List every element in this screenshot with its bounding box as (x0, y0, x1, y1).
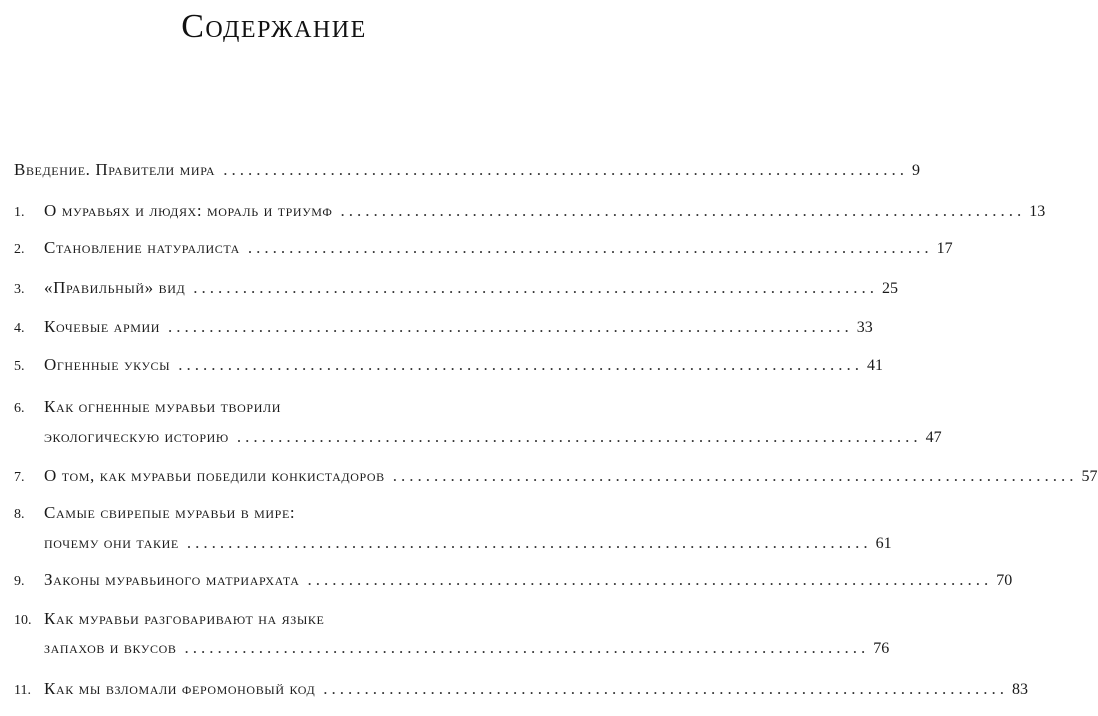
toc-entry-10[interactable] (14, 609, 540, 633)
dot-leader: ................................................................................... (184, 638, 870, 657)
toc-page-number: 25 (882, 280, 899, 297)
toc-page-number: 76 (873, 640, 890, 657)
toc-entry-title: Как мы взломали феромоновый код (44, 679, 316, 698)
toc-entry-title: Огненные укусы (44, 355, 171, 374)
toc-chapter-number: 8. (14, 507, 25, 522)
toc-chapter-number: 5. (14, 359, 25, 374)
toc-entry-title: О том, как муравьи победили конкистадоров (44, 466, 385, 485)
toc-entry-3[interactable] (14, 278, 899, 302)
toc-entry-10-continuation[interactable] (44, 638, 890, 662)
toc-entry-title: Как муравьи разговаривают на языке (44, 609, 325, 628)
toc-page-number: 9 (911, 162, 920, 179)
toc-entry-2[interactable] (14, 238, 953, 262)
dot-leader: ................................................................................... (223, 160, 908, 179)
toc-chapter-number: 7. (14, 470, 25, 485)
toc-page-number: 41 (866, 357, 883, 374)
dot-leader: ................................................................................... (247, 238, 933, 257)
toc-entry-title: «Правильный» вид (44, 278, 186, 297)
toc-entry-8-continuation[interactable] (44, 533, 892, 557)
toc-page-number: 70 (996, 572, 1013, 589)
dot-leader: ................................................................................... (178, 355, 863, 374)
toc-entry-title: Самые свирепые муравьи в мире: (44, 503, 296, 522)
toc-page-number: 33 (856, 319, 873, 336)
toc-entry-title: О муравьях и людях: мораль и триумф (44, 201, 333, 220)
toc-entry-5[interactable] (14, 355, 883, 379)
toc-entry-introduction[interactable] (14, 160, 920, 184)
dot-leader: ................................................................................... (168, 317, 853, 336)
toc-entry-6-continuation[interactable] (44, 427, 942, 451)
toc-page-number: 57 (1081, 468, 1098, 485)
toc-entry-title-continuation: запахов и вкусов (44, 638, 177, 657)
toc-entry-title: Законы муравьиного матриархата (44, 570, 300, 589)
toc-chapter-number: 6. (14, 401, 25, 416)
toc-page-number: 47 (925, 429, 942, 446)
toc-page-number: 61 (875, 535, 892, 552)
toc-entry-9[interactable] (14, 570, 1013, 594)
dot-leader: ................................................................................... (193, 278, 879, 297)
toc-page-number: 83 (1012, 681, 1028, 698)
toc-chapter-number: 9. (14, 574, 25, 589)
toc-chapter-number: 11. (14, 683, 31, 698)
dot-leader: ................................................................................... (307, 570, 993, 589)
toc-chapter-number: 3. (14, 282, 25, 297)
toc-entry-4[interactable] (14, 317, 873, 341)
toc-page-number: 17 (936, 240, 953, 257)
toc-entry-7[interactable] (14, 466, 1098, 490)
toc-chapter-number: 2. (14, 242, 25, 257)
toc-chapter-number: 1. (14, 205, 25, 220)
toc-entry-title: Введение. Правители мира (14, 160, 216, 179)
toc-entry-title-continuation: почему они такие (44, 533, 179, 552)
toc-entry-11[interactable] (14, 679, 1028, 703)
toc-entry-8[interactable] (14, 503, 540, 527)
toc-entry-title: Кочевые армии (44, 317, 161, 336)
dot-leader: ................................................................................... (323, 679, 1008, 698)
dot-leader: ................................................................................... (236, 427, 922, 446)
dot-leader: ................................................................................... (392, 466, 1078, 485)
toc-page-number: 13 (1029, 203, 1046, 220)
dot-leader: ................................................................................... (186, 533, 872, 552)
toc-entry-title: Становление натуралиста (44, 238, 240, 257)
toc-entry-6[interactable] (14, 397, 540, 421)
toc-chapter-number: 10. (14, 613, 32, 628)
toc-chapter-number: 4. (14, 321, 25, 336)
toc-entry-1[interactable] (14, 201, 1046, 225)
toc-entry-title: Как огненные муравьи творили (44, 397, 281, 416)
dot-leader: ................................................................................... (340, 201, 1026, 220)
page-title: Содержание (181, 8, 367, 45)
toc-entry-title-continuation: экологическую историю (44, 427, 229, 446)
